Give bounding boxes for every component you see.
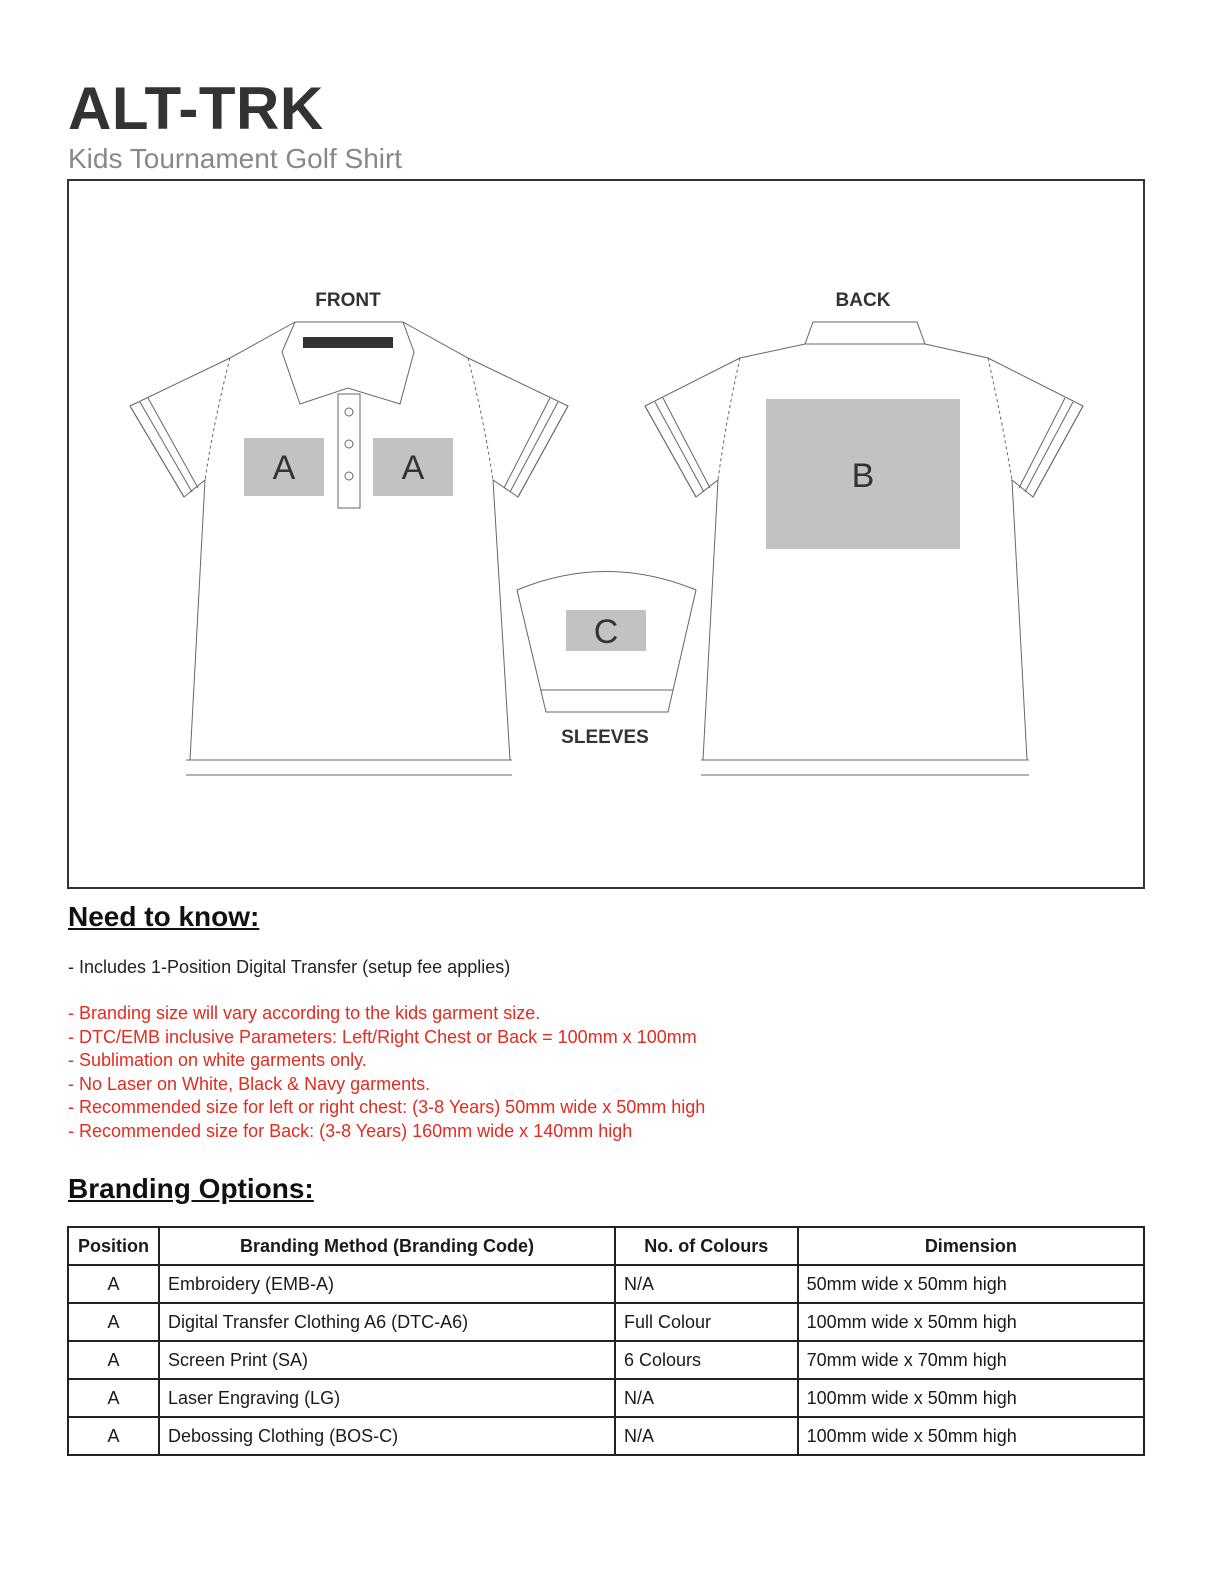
- cell-colours: 6 Colours: [615, 1341, 798, 1379]
- note-item: - DTC/EMB inclusive Parameters: Left/Right Chest or Back = 100mm x 100mm: [68, 1026, 697, 1047]
- back-label: BACK: [835, 290, 891, 311]
- front-hem: [186, 760, 512, 775]
- note-item: - Recommended size for left or right chest: (3-8 Years) 50mm wide x 50mm high: [68, 1097, 706, 1118]
- zone-a-left-label: A: [272, 449, 296, 487]
- cell-position: A: [68, 1417, 159, 1455]
- note-item: - No Laser on White, Black & Navy garments.: [68, 1073, 431, 1094]
- cell-dimension: 50mm wide x 50mm high: [798, 1265, 1144, 1303]
- back-hem: [701, 760, 1029, 775]
- table-header-row: [68, 1227, 1144, 1265]
- cell-colours: N/A: [615, 1379, 798, 1417]
- back-armhole-right: [988, 358, 1012, 480]
- cell-method: Digital Transfer Clothing A6 (DTC-A6): [159, 1303, 615, 1341]
- table-row: [68, 1303, 1144, 1341]
- note-item: - Sublimation on white garments only.: [68, 1050, 367, 1071]
- column-header-position: Position: [68, 1227, 159, 1265]
- cell-position: A: [68, 1379, 159, 1417]
- cell-method: Screen Print (SA): [159, 1341, 615, 1379]
- front-armhole-right: [468, 358, 493, 480]
- cell-colours: N/A: [615, 1265, 798, 1303]
- table-row: [68, 1417, 1144, 1455]
- back-armhole-left: [718, 358, 740, 480]
- cell-position: A: [68, 1341, 159, 1379]
- cell-dimension: 70mm wide x 70mm high: [798, 1341, 1144, 1379]
- table-row: [68, 1379, 1144, 1417]
- cell-method: Laser Engraving (LG): [159, 1379, 615, 1417]
- garment-diagram: [67, 179, 1145, 889]
- intro-note: - Includes 1-Position Digital Transfer (setup fee applies): [68, 957, 511, 977]
- left-sleeve-cuff: [130, 398, 198, 497]
- right-sleeve-cuff: [504, 398, 568, 497]
- cell-dimension: 100mm wide x 50mm high: [798, 1379, 1144, 1417]
- cell-colours: Full Colour: [615, 1303, 798, 1341]
- branding-options-heading: Branding Options:: [68, 1173, 314, 1204]
- cell-method: Debossing Clothing (BOS-C): [159, 1417, 615, 1455]
- front-collar: [282, 322, 414, 404]
- cell-method: Embroidery (EMB-A): [159, 1265, 615, 1303]
- zone-b-label: B: [851, 457, 875, 495]
- cell-dimension: 100mm wide x 50mm high: [798, 1417, 1144, 1455]
- placket: [338, 394, 360, 508]
- garment-illustration: [69, 181, 1143, 887]
- need-to-know-heading: Need to know:: [68, 901, 260, 932]
- zone-a-right-label: A: [401, 449, 425, 487]
- column-header-method: Branding Method (Branding Code): [159, 1227, 615, 1265]
- collar-band: [303, 337, 393, 348]
- back-right-cuff: [1019, 398, 1083, 497]
- back-left-cuff: [645, 398, 710, 497]
- front-shirt: [130, 322, 568, 775]
- cell-dimension: 100mm wide x 50mm high: [798, 1303, 1144, 1341]
- table-row: [68, 1341, 1144, 1379]
- column-header-colours: No. of Colours: [615, 1227, 798, 1265]
- note-item: - Branding size will vary according to the kids garment size.: [68, 1003, 541, 1023]
- product-code: ALT-TRK: [68, 75, 324, 142]
- column-header-dimension: Dimension: [798, 1227, 1144, 1265]
- sleeves-label: SLEEVES: [561, 727, 649, 748]
- product-name: Kids Tournament Golf Shirt: [68, 143, 403, 174]
- table-row: [68, 1265, 1144, 1303]
- branding-options-table: [67, 1226, 1145, 1456]
- cell-position: A: [68, 1303, 159, 1341]
- front-label: FRONT: [315, 290, 381, 311]
- cell-position: A: [68, 1265, 159, 1303]
- zone-c-label: C: [593, 613, 619, 651]
- back-collar: [805, 322, 925, 344]
- front-armhole-left: [205, 358, 230, 480]
- note-item: - Recommended size for Back: (3-8 Years) 160mm wide x 140mm high: [68, 1121, 633, 1141]
- cell-colours: N/A: [615, 1417, 798, 1455]
